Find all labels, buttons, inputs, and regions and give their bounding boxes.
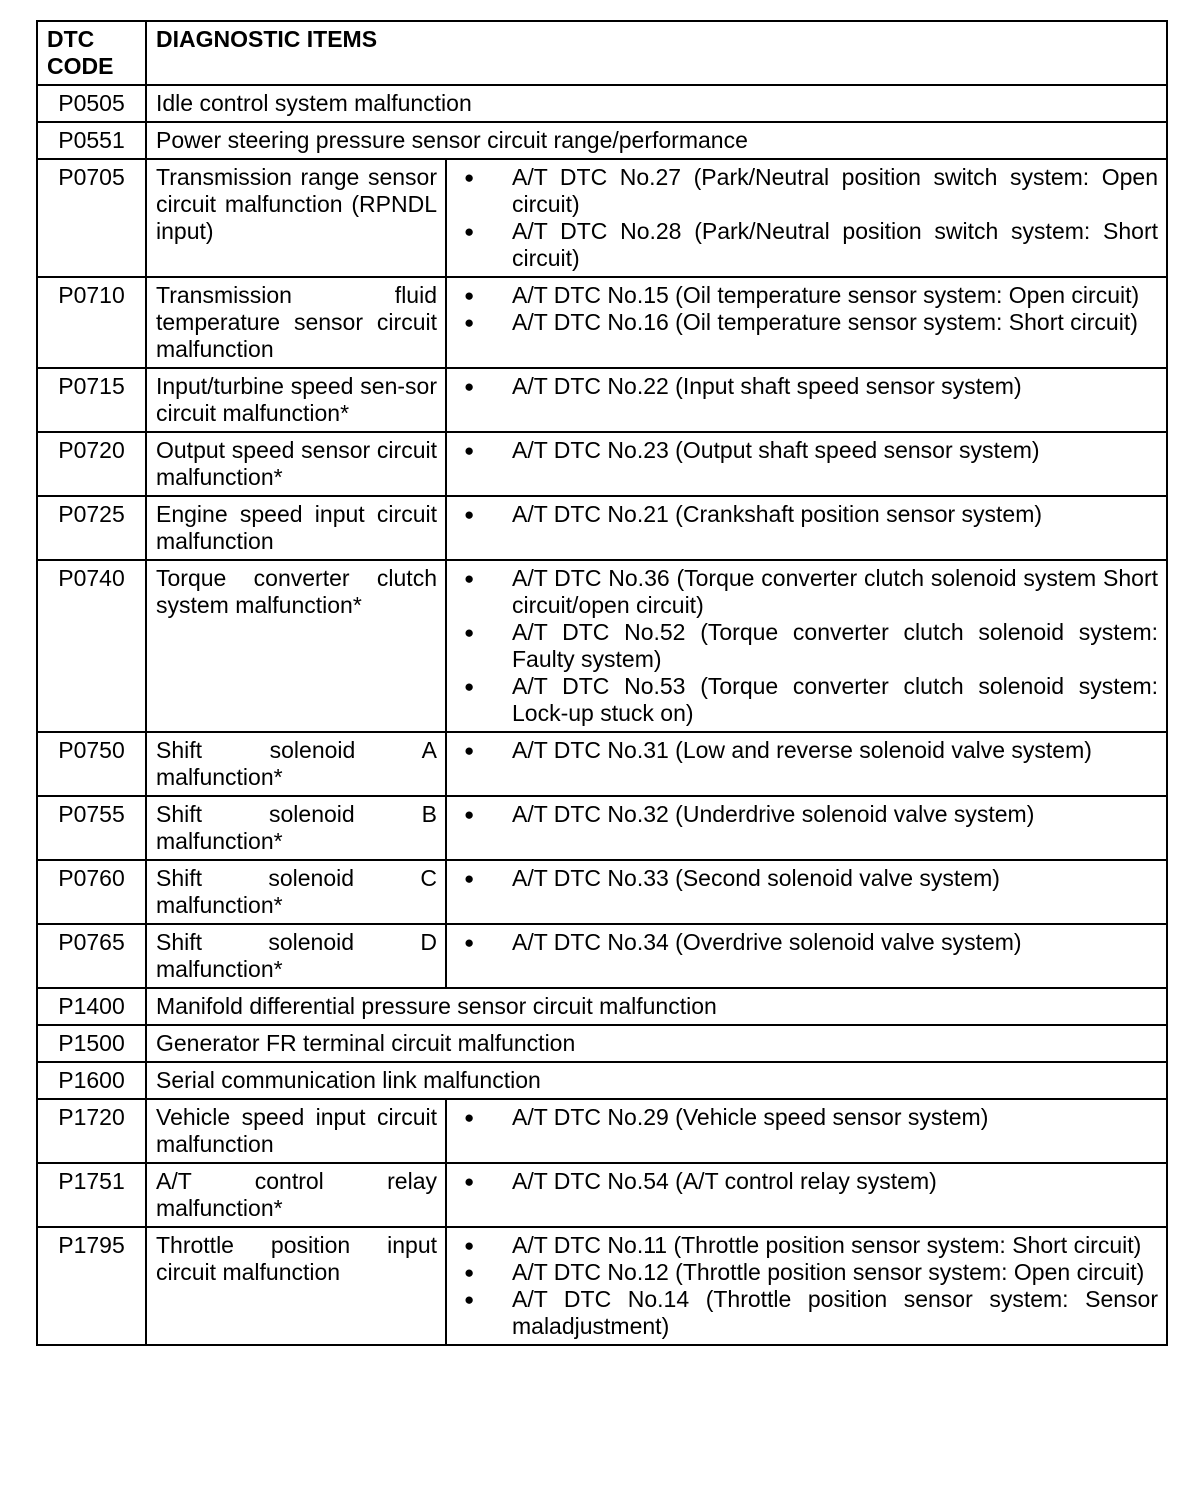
- at-dtc-item: ● A/T DTC No.21 (Crankshaft position sensor system): [456, 501, 1158, 528]
- table-header-row: [37, 21, 1167, 85]
- dtc-code-cell: P0725: [37, 496, 146, 560]
- at-dtc-item: ● A/T DTC No.36 (Torque converter clutch solenoid system Short circuit/open circuit): [456, 565, 1158, 619]
- at-dtc-item: ● A/T DTC No.28 (Park/Neutral position switch system: Short circuit): [456, 218, 1158, 272]
- table-row: [37, 1227, 1167, 1345]
- at-dtc-item: ● A/T DTC No.33 (Second solenoid valve system): [456, 865, 1158, 892]
- at-dtc-cell: [446, 1099, 1167, 1163]
- dtc-code-cell: P0505: [37, 85, 146, 122]
- diagnostic-item-cell: A/T control relay malfunction*: [146, 1163, 446, 1227]
- at-dtc-item: ● A/T DTC No.54 (A/T control relay system): [456, 1168, 1158, 1195]
- at-dtc-item: ● A/T DTC No.52 (Torque converter clutch solenoid system: Faulty system): [456, 619, 1158, 673]
- table-row: [37, 1099, 1167, 1163]
- at-dtc-item: ● A/T DTC No.23 (Output shaft speed sensor system): [456, 437, 1158, 464]
- diagnostic-item-cell: Shift solenoid C malfunction*: [146, 860, 446, 924]
- at-dtc-cell: [446, 860, 1167, 924]
- header-diagnostic-items: DIAGNOSTIC ITEMS: [146, 21, 1167, 85]
- table-row: [37, 432, 1167, 496]
- header-dtc-code: DTC CODE: [37, 21, 146, 85]
- dtc-code-cell: P1600: [37, 1062, 146, 1099]
- at-dtc-list: [456, 801, 1158, 828]
- table-row: [37, 496, 1167, 560]
- table-row: [37, 368, 1167, 432]
- at-dtc-list: [456, 437, 1158, 464]
- dtc-table-body: [37, 21, 1167, 1345]
- table-row: [37, 1163, 1167, 1227]
- dtc-code-cell: P0755: [37, 796, 146, 860]
- dtc-code-cell: P1500: [37, 1025, 146, 1062]
- at-dtc-cell: [446, 277, 1167, 368]
- at-dtc-item: ● A/T DTC No.32 (Underdrive solenoid valve system): [456, 801, 1158, 828]
- diagnostic-item-cell: Output speed sensor circuit malfunction*: [146, 432, 446, 496]
- at-dtc-cell: [446, 368, 1167, 432]
- at-dtc-cell: [446, 432, 1167, 496]
- diagnostic-item-cell: Manifold differential pressure sensor circuit malfunction: [146, 988, 1167, 1025]
- at-dtc-item: ● A/T DTC No.53 (Torque converter clutch solenoid system: Lock-up stuck on): [456, 673, 1158, 727]
- table-row: [37, 860, 1167, 924]
- at-dtc-item: ● A/T DTC No.11 (Throttle position sensor system: Short circuit): [456, 1232, 1158, 1259]
- at-dtc-cell: [446, 159, 1167, 277]
- table-row: [37, 277, 1167, 368]
- diagnostic-item-cell: Throttle position input circuit malfunction: [146, 1227, 446, 1345]
- at-dtc-cell: [446, 1227, 1167, 1345]
- table-row: [37, 732, 1167, 796]
- at-dtc-cell: [446, 924, 1167, 988]
- at-dtc-item: ● A/T DTC No.22 (Input shaft speed sensor system): [456, 373, 1158, 400]
- table-row: [37, 796, 1167, 860]
- dtc-code-cell: P0710: [37, 277, 146, 368]
- at-dtc-cell: [446, 496, 1167, 560]
- diagnostic-item-cell: Power steering pressure sensor circuit range/performance: [146, 122, 1167, 159]
- diagnostic-item-cell: Shift solenoid D malfunction*: [146, 924, 446, 988]
- at-dtc-item: ● A/T DTC No.27 (Park/Neutral position switch system: Open circuit): [456, 164, 1158, 218]
- dtc-code-cell: P1751: [37, 1163, 146, 1227]
- at-dtc-item: ● A/T DTC No.15 (Oil temperature sensor system: Open circuit): [456, 282, 1158, 309]
- at-dtc-cell: [446, 1163, 1167, 1227]
- at-dtc-item: ● A/T DTC No.14 (Throttle position sensor system: Sensor maladjustment): [456, 1286, 1158, 1340]
- table-row: [37, 122, 1167, 159]
- dtc-table: [36, 20, 1168, 1346]
- diagnostic-item-cell: Input/turbine speed sen-sor circuit malfunction*: [146, 368, 446, 432]
- dtc-code-cell: P1400: [37, 988, 146, 1025]
- dtc-code-cell: P0715: [37, 368, 146, 432]
- dtc-code-cell: P0750: [37, 732, 146, 796]
- dtc-code-cell: P0551: [37, 122, 146, 159]
- table-row: [37, 159, 1167, 277]
- at-dtc-list: [456, 373, 1158, 400]
- at-dtc-item: ● A/T DTC No.16 (Oil temperature sensor system: Short circuit): [456, 309, 1158, 336]
- at-dtc-item: ● A/T DTC No.29 (Vehicle speed sensor system): [456, 1104, 1158, 1131]
- at-dtc-list: [456, 164, 1158, 272]
- table-row: [37, 1062, 1167, 1099]
- dtc-code-cell: P1795: [37, 1227, 146, 1345]
- at-dtc-list: [456, 865, 1158, 892]
- at-dtc-cell: [446, 732, 1167, 796]
- at-dtc-list: [456, 501, 1158, 528]
- at-dtc-list: [456, 565, 1158, 727]
- table-row: [37, 560, 1167, 732]
- dtc-code-cell: P0720: [37, 432, 146, 496]
- diagnostic-item-cell: Generator FR terminal circuit malfunction: [146, 1025, 1167, 1062]
- dtc-code-cell: P0760: [37, 860, 146, 924]
- at-dtc-item: ● A/T DTC No.34 (Overdrive solenoid valve system): [456, 929, 1158, 956]
- at-dtc-list: [456, 737, 1158, 764]
- table-row: [37, 1025, 1167, 1062]
- table-row: [37, 924, 1167, 988]
- diagnostic-item-cell: Idle control system malfunction: [146, 85, 1167, 122]
- dtc-code-cell: P1720: [37, 1099, 146, 1163]
- diagnostic-item-cell: Vehicle speed input circuit malfunction: [146, 1099, 446, 1163]
- diagnostic-item-cell: Engine speed input circuit malfunction: [146, 496, 446, 560]
- at-dtc-list: [456, 1168, 1158, 1195]
- diagnostic-item-cell: Shift solenoid B malfunction*: [146, 796, 446, 860]
- dtc-code-cell: P0765: [37, 924, 146, 988]
- diagnostic-item-cell: Transmission range sensor circuit malfunction (RPNDL input): [146, 159, 446, 277]
- at-dtc-list: [456, 282, 1158, 336]
- diagnostic-item-cell: Serial communication link malfunction: [146, 1062, 1167, 1099]
- at-dtc-cell: [446, 560, 1167, 732]
- at-dtc-cell: [446, 796, 1167, 860]
- dtc-code-cell: P0740: [37, 560, 146, 732]
- table-row: [37, 85, 1167, 122]
- at-dtc-list: [456, 929, 1158, 956]
- diagnostic-item-cell: Transmission fluid temperature sensor circuit malfunction: [146, 277, 446, 368]
- at-dtc-item: ● A/T DTC No.12 (Throttle position sensor system: Open circuit): [456, 1259, 1158, 1286]
- table-row: [37, 988, 1167, 1025]
- dtc-code-cell: P0705: [37, 159, 146, 277]
- at-dtc-list: [456, 1104, 1158, 1131]
- at-dtc-list: [456, 1232, 1158, 1340]
- at-dtc-item: ● A/T DTC No.31 (Low and reverse solenoid valve system): [456, 737, 1158, 764]
- diagnostic-item-cell: Torque converter clutch system malfunction*: [146, 560, 446, 732]
- diagnostic-item-cell: Shift solenoid A malfunction*: [146, 732, 446, 796]
